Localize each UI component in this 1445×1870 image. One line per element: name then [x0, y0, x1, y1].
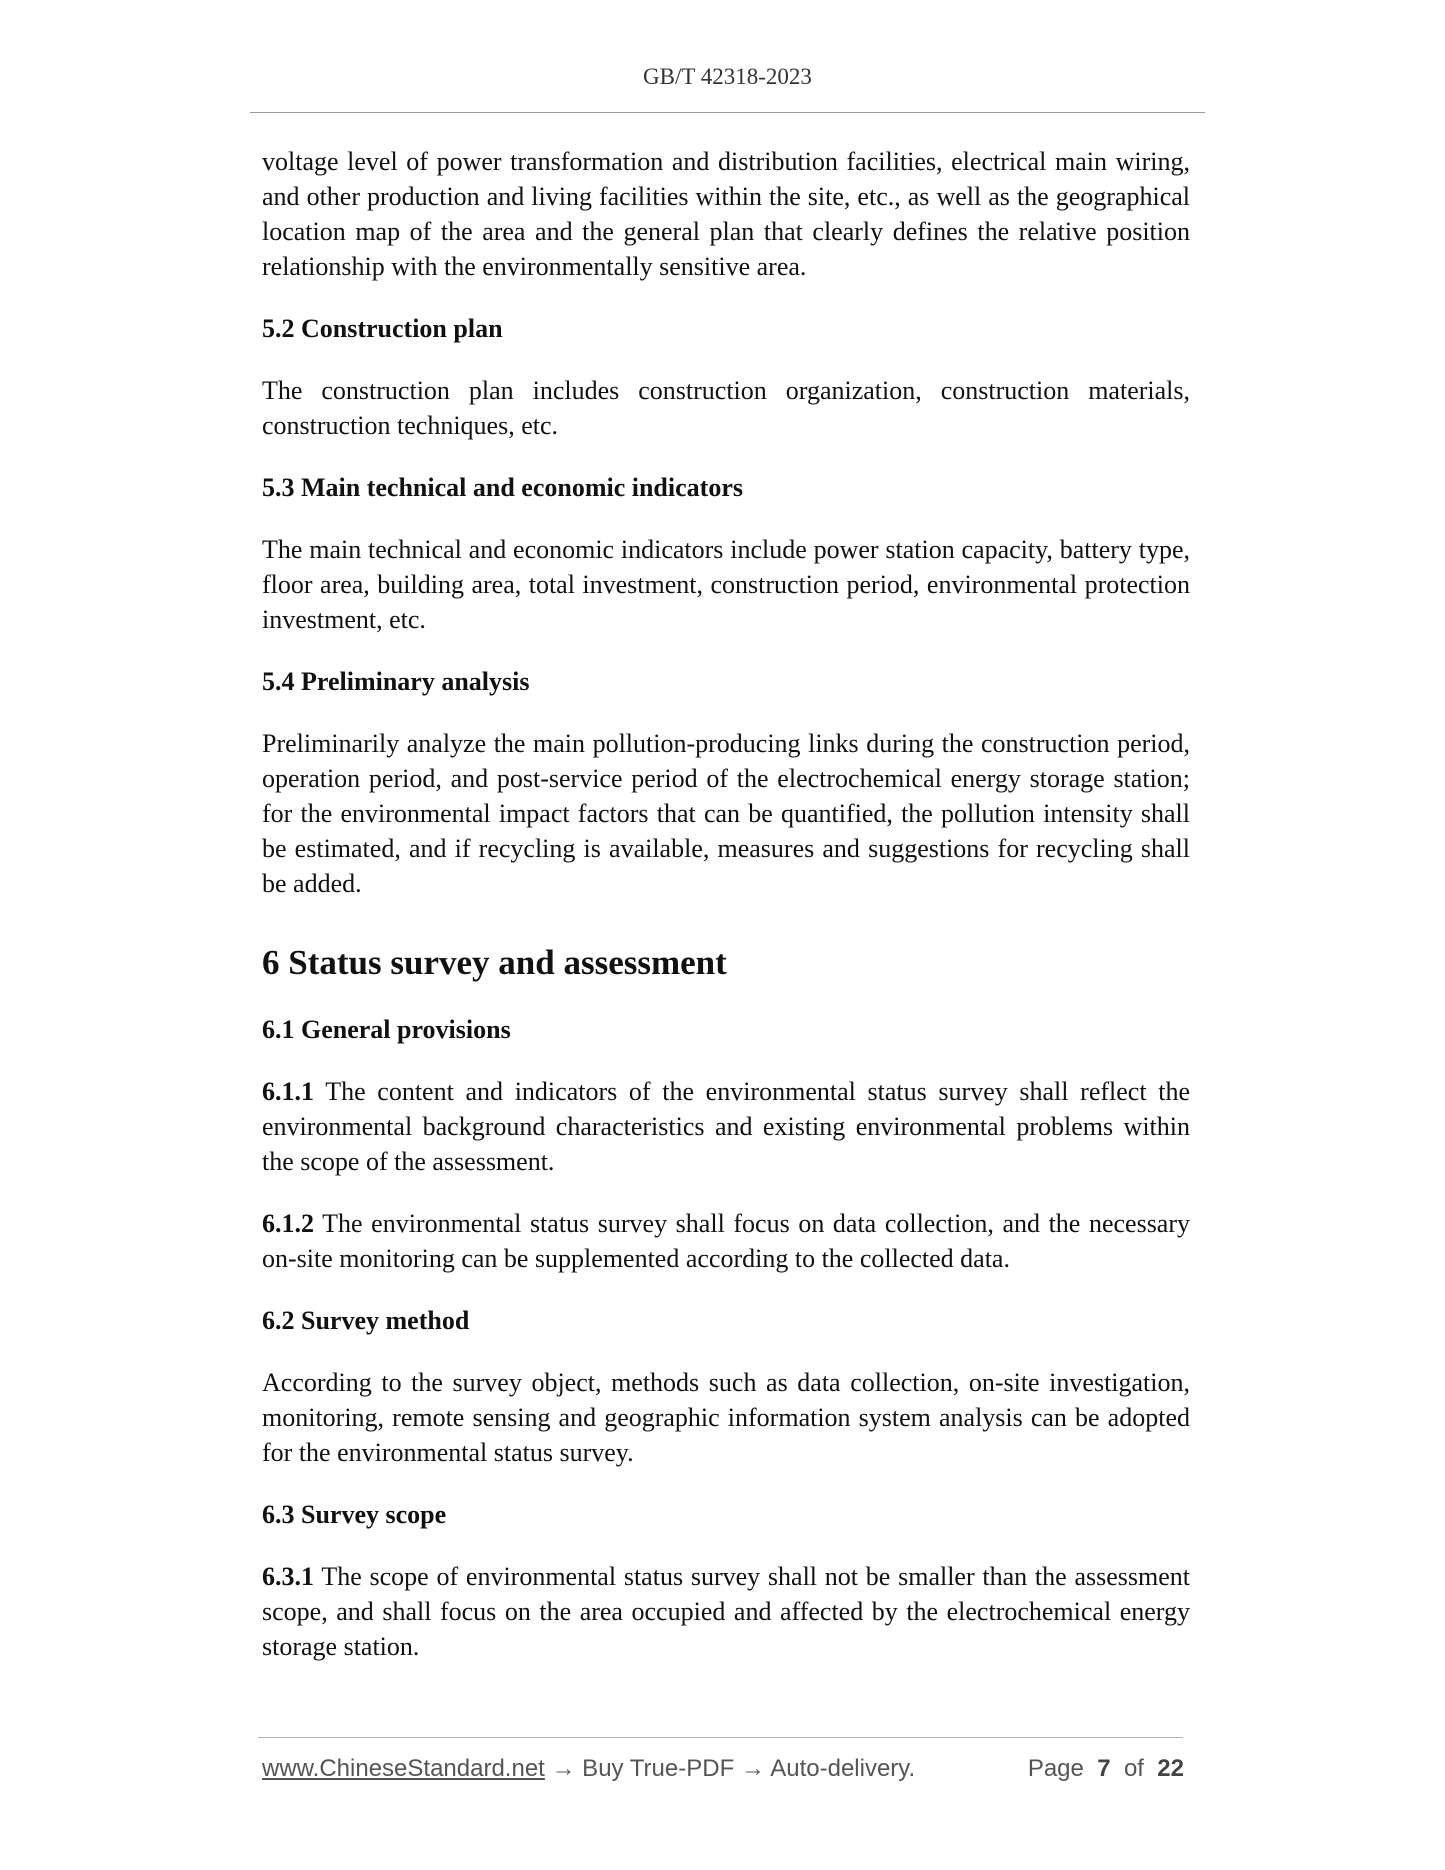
section-6-heading: 6 Status survey and assessment — [262, 943, 727, 982]
page-footer — [262, 1755, 1184, 1787]
total-pages: 22 — [1157, 1755, 1184, 1782]
intro-paragraph: voltage level of power transformation and distribution facilities, electrical main wiring, and other production and living facilities within the site, etc., as well as the geographical location map of the area and the general plan that clearly defines the relative position relationship with the environmentally sensitive area. — [262, 147, 1190, 281]
clause-text: The content and indicators of the environmental status survey shall reflect the environmental background characteristics and existing environmental problems within the scope of the assessment. — [262, 1077, 1190, 1176]
section-5-3-paragraph: The main technical and economic indicators include power station capacity, battery type, floor area, building area, total investment, construction period, environmental protection investment, etc. — [262, 535, 1190, 634]
section-5-2-heading: 5.2 Construction plan — [262, 314, 503, 343]
section-6-2-heading: 6.2 Survey method — [262, 1306, 470, 1335]
clause-number: 6.3.1 — [262, 1562, 314, 1591]
page-content — [262, 144, 1190, 1664]
current-page: 7 — [1097, 1755, 1111, 1782]
clause-6-1-1 — [262, 1074, 1190, 1179]
of-word: of — [1123, 1755, 1144, 1782]
section-5-4-paragraph: Preliminarily analyze the main pollution-producing links during the construction period, operation period, and post-service period of the electrochemical energy storage station; for the environmental impact factors that can be quantified, the pollution intensity shall be estimated, and if recycling is available, measures and suggestions for recycling shall be added. — [262, 729, 1190, 898]
clause-6-1-2 — [262, 1206, 1190, 1276]
section-6-2-paragraph: According to the survey object, methods such as data collection, on-site investigation, monitoring, remote sensing and geographic information system analysis can be adopted for the environmental status survey. — [262, 1368, 1190, 1467]
footer-promo — [262, 1755, 915, 1783]
clause-number: 6.1.1 — [262, 1077, 314, 1106]
section-6-1-heading: 6.1 General provisions — [262, 1015, 511, 1044]
clause-number: 6.1.2 — [262, 1209, 314, 1238]
clause-text: The environmental status survey shall focus on data collection, and the necessary on-site monitoring can be supplemented according to the collected data. — [262, 1209, 1191, 1273]
clause-text: The scope of environmental status survey shall not be smaller than the assessment scope, and shall focus on the area occupied and affected by the electrochemical energy storage station. — [262, 1562, 1190, 1661]
header-divider — [250, 112, 1205, 113]
section-5-3-heading: 5.3 Main technical and economic indicators — [262, 473, 743, 502]
clause-6-3-1 — [262, 1559, 1190, 1664]
page-number — [1028, 1755, 1184, 1783]
document-code-header: GB/T 42318-2023 — [643, 64, 812, 89]
page-word: Page — [1027, 1755, 1084, 1782]
footer-promo-text: → Buy True-PDF → Auto-delivery. — [551, 1755, 916, 1782]
section-5-2-paragraph: The construction plan includes construction organization, construction materials, construction techniques, etc. — [262, 376, 1190, 440]
footer-divider — [258, 1737, 1183, 1738]
section-5-4-heading: 5.4 Preliminary analysis — [262, 667, 530, 696]
section-6-3-heading: 6.3 Survey scope — [262, 1500, 447, 1529]
website-link[interactable]: www.ChineseStandard.net — [262, 1755, 545, 1782]
